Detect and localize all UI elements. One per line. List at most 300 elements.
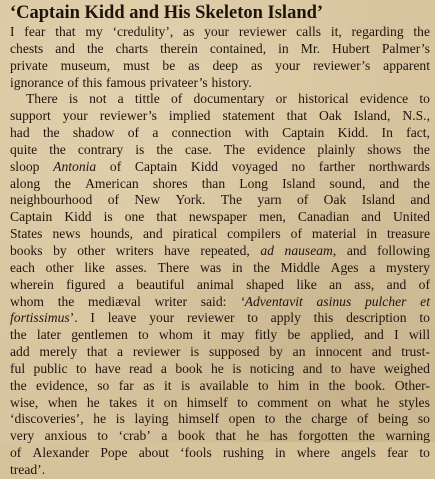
body-word: sound,	[329, 175, 366, 191]
body-word: yarn	[257, 192, 282, 208]
body-word: ful	[10, 360, 26, 376]
body-word: compilers	[227, 226, 281, 242]
body-word: book	[175, 360, 203, 376]
body-word: I	[10, 24, 15, 39]
body-word: him	[278, 377, 300, 393]
body-word: or	[275, 91, 287, 107]
body-word: reviewer’s	[99, 108, 157, 124]
body-word: ‘credulity’,	[112, 24, 174, 39]
body-word: to	[247, 310, 258, 326]
body-word: ’.	[69, 310, 78, 326]
body-word: a	[160, 360, 167, 376]
body-word: the	[413, 175, 430, 191]
body-word: quite	[10, 141, 38, 157]
body-word: ‘discoveries’,	[10, 411, 84, 427]
body-word: along	[10, 175, 41, 191]
body-word: the	[10, 327, 27, 343]
body-word: piratical	[172, 226, 218, 242]
body-word: N.S.,	[402, 108, 430, 124]
body-word: far	[118, 377, 134, 393]
body-word: reviewer	[186, 310, 235, 326]
body-word: States	[10, 226, 43, 242]
body-word: very	[10, 428, 35, 444]
body-word: takes	[109, 394, 138, 410]
body-word: and	[410, 192, 430, 208]
body-word: whom	[10, 293, 44, 309]
body-word: Pope	[100, 445, 128, 461]
body-word: The	[223, 141, 245, 157]
body-line	[10, 41, 430, 58]
body-word: of	[107, 192, 120, 208]
body-word: your	[275, 57, 301, 73]
body-word: Kidd	[64, 209, 92, 225]
body-word: Other-	[394, 377, 430, 393]
body-word: history.	[211, 74, 252, 90]
body-word: Captain	[10, 209, 53, 225]
body-word: to	[138, 327, 149, 343]
article-title: ‘Captain Kidd and His Skeleton Island’	[10, 3, 324, 23]
body-word: reviewer’s	[313, 57, 371, 73]
body-word: later	[36, 327, 61, 343]
body-word: et	[420, 293, 430, 309]
body-word: as	[143, 377, 155, 393]
body-word: Hubert	[332, 40, 370, 56]
body-line	[10, 462, 430, 479]
body-word: book.	[354, 377, 386, 393]
body-word	[10, 310, 78, 327]
body-word: York.	[175, 192, 206, 208]
body-line	[10, 24, 430, 41]
body-word: weighed	[383, 360, 430, 376]
body-word: to	[419, 310, 430, 326]
body-word: chests	[10, 40, 44, 56]
body-word: famous	[105, 74, 146, 90]
body-word: warning	[385, 428, 430, 444]
body-line	[10, 411, 430, 428]
body-line	[10, 192, 430, 209]
body-word: animal	[196, 276, 234, 292]
body-word: Oak	[323, 192, 347, 208]
body-word: tittle	[134, 91, 160, 107]
body-word: museum,	[60, 57, 111, 73]
body-word: must	[123, 57, 150, 73]
body-word: gentlemen	[71, 327, 128, 343]
body-word: so	[417, 411, 430, 427]
body-word: the	[413, 24, 430, 39]
body-word: the	[156, 141, 173, 157]
body-word: There	[26, 91, 58, 107]
body-word: innocent	[315, 344, 363, 360]
body-word: one	[124, 209, 145, 225]
body-word: treasure	[386, 226, 430, 242]
body-line	[10, 445, 430, 462]
body-word: a	[369, 259, 376, 275]
body-word: pulcher	[364, 293, 407, 309]
body-word: by	[53, 242, 67, 258]
body-word: is	[181, 377, 191, 393]
body-word: men,	[259, 209, 286, 225]
body-word: may	[220, 327, 245, 343]
body-word: to	[258, 377, 269, 393]
body-line	[10, 176, 430, 193]
body-word: case.	[185, 141, 212, 157]
body-word: what	[340, 394, 368, 410]
body-word: your	[149, 310, 175, 326]
body-word: the	[42, 125, 60, 141]
body-word: the	[86, 40, 104, 56]
body-word: be	[162, 57, 176, 73]
body-word: documentary	[193, 91, 265, 107]
body-word: other	[77, 242, 106, 258]
body-word: tread’.	[10, 461, 46, 477]
body-word: merely	[39, 344, 78, 360]
body-word: Island	[282, 175, 316, 191]
body-line	[10, 209, 430, 226]
body-word: charts	[115, 40, 149, 56]
body-word: that	[215, 428, 236, 444]
body-word	[285, 243, 337, 260]
body-word: is	[135, 141, 145, 157]
body-word: description	[346, 310, 407, 326]
body-word: hounds,	[90, 226, 134, 242]
body-word: a	[152, 125, 159, 141]
body-word: being	[377, 411, 409, 427]
body-word: styles	[398, 394, 430, 410]
body-word: this	[82, 74, 103, 90]
body-word: privateer’s	[149, 74, 208, 90]
body-line	[10, 327, 430, 344]
body-word: Palmer’s	[381, 40, 430, 56]
body-word: ad	[260, 242, 274, 258]
body-word: ,	[332, 242, 337, 258]
body-word: fortissimus	[10, 310, 70, 326]
body-word: and	[55, 40, 75, 56]
body-word: of	[170, 91, 183, 107]
body-word: ‘Adventavit	[240, 293, 303, 309]
body-word: of	[67, 74, 79, 90]
body-word: have	[164, 242, 190, 258]
body-word: ‘crab’	[118, 428, 151, 444]
body-word: ignorance	[10, 74, 64, 90]
body-word: is	[68, 91, 78, 107]
body-word: available	[199, 377, 249, 393]
body-word: statement	[222, 108, 275, 124]
body-word: the	[328, 377, 346, 393]
body-line	[10, 378, 430, 395]
body-word: Kidd	[190, 158, 219, 174]
body-word: rushing	[223, 445, 264, 461]
body-word: have	[94, 360, 121, 376]
body-word: private	[10, 57, 48, 73]
body-word: books	[10, 242, 43, 258]
body-word: asses.	[115, 259, 147, 275]
body-word: Canadian	[297, 209, 350, 225]
body-word: will	[408, 327, 430, 343]
body-word: figured	[66, 276, 106, 292]
body-word: supposed	[208, 344, 260, 360]
body-word: ‘fools	[180, 445, 212, 461]
body-word: the	[54, 175, 71, 191]
body-word: charge	[311, 411, 348, 427]
body-word: said:	[200, 293, 227, 309]
body-word: In	[381, 125, 393, 141]
body-word: applied,	[310, 327, 354, 343]
body-word: and	[361, 209, 381, 225]
body-word: it	[146, 394, 155, 410]
body-word: that	[286, 108, 308, 124]
body-word: fitly	[254, 327, 278, 343]
body-word: he	[210, 360, 224, 376]
body-word: himself	[186, 394, 228, 410]
body-word: it	[164, 377, 172, 393]
body-word: no	[291, 158, 306, 174]
body-word: and	[346, 242, 367, 258]
article-body	[10, 24, 430, 479]
body-word: and	[379, 175, 400, 191]
body-word: whom	[158, 327, 193, 343]
body-word: himself	[178, 411, 219, 427]
body-word: to	[97, 428, 108, 444]
body-word: read	[129, 360, 153, 376]
body-word: than	[201, 175, 226, 191]
body-word: evidence	[359, 91, 409, 107]
body-line	[10, 91, 430, 108]
body-word: support	[10, 108, 51, 124]
body-word: fear	[24, 24, 46, 39]
body-word: regarding	[351, 24, 404, 39]
body-word: shadow	[72, 125, 115, 141]
body-word: apparent	[383, 57, 430, 73]
body-word: as	[251, 57, 263, 73]
body-word: in	[274, 445, 286, 461]
body-word: plainly	[317, 141, 356, 157]
body-word: wherein	[10, 276, 54, 292]
body-word: contained,	[209, 40, 267, 56]
body-word: so	[97, 377, 110, 393]
body-word: with	[244, 125, 269, 141]
body-word: is	[103, 209, 113, 225]
body-line	[10, 428, 430, 445]
body-word: contrary	[77, 141, 124, 157]
body-word: United	[392, 209, 430, 225]
body-word: public	[33, 360, 68, 376]
body-word: Ages	[330, 259, 359, 275]
body-word: in	[278, 40, 289, 56]
body-word: laying	[134, 411, 169, 427]
body-word: was	[200, 259, 222, 275]
body-word: have	[349, 360, 376, 376]
body-word: like	[84, 259, 105, 275]
body-word: in	[231, 259, 243, 275]
body-word: beautiful	[136, 276, 185, 292]
body-word: each	[10, 259, 35, 275]
body-word: shores	[152, 175, 188, 191]
body-word: connection	[171, 125, 232, 141]
body-word: to	[419, 91, 430, 107]
body-word: fact,	[406, 125, 430, 141]
body-word: therein	[160, 40, 198, 56]
body-word: he	[246, 428, 260, 444]
body-line	[10, 344, 430, 361]
body-word: the	[253, 259, 270, 275]
body-word: fear	[387, 445, 409, 461]
body-word: of	[418, 276, 430, 292]
body-line	[10, 125, 430, 142]
body-word: it	[203, 327, 211, 343]
body-word: is	[115, 411, 125, 427]
body-word: like	[296, 276, 317, 292]
body-line	[10, 395, 430, 412]
body-word: neighbourhood	[10, 192, 93, 208]
body-word: had	[10, 125, 30, 141]
body-word: book	[177, 428, 206, 444]
body-word: Captain	[282, 125, 325, 141]
body-word: other	[45, 259, 74, 275]
body-word: and	[142, 226, 163, 242]
body-word: it,	[330, 24, 342, 39]
body-line	[10, 310, 430, 327]
body-word: when	[47, 394, 78, 410]
body-word: shaped	[246, 276, 284, 292]
body-word: Alexander	[32, 445, 90, 461]
body-word: writer	[154, 293, 188, 309]
body-word: Long	[239, 175, 268, 191]
body-word: the	[57, 293, 75, 309]
body-word: is	[190, 344, 200, 360]
body-word: leave	[107, 310, 137, 326]
body-word: evidence,	[36, 377, 88, 393]
body-word: mediæval	[88, 293, 141, 309]
body-word: I	[90, 310, 95, 326]
body-line	[10, 361, 430, 378]
body-word: the	[285, 411, 302, 427]
body-word: is	[232, 360, 242, 376]
body-word: Oak	[319, 108, 342, 124]
body-word: he	[93, 411, 107, 427]
body-word: Mr.	[300, 40, 321, 56]
body-word: newspaper	[188, 209, 247, 225]
body-word: to	[419, 445, 430, 461]
body-word: of	[290, 226, 302, 242]
body-word: to	[264, 411, 276, 427]
body-word: shows	[367, 141, 402, 157]
body-word: to	[330, 360, 342, 376]
body-word: Island,	[353, 108, 391, 124]
body-word: material	[311, 226, 357, 242]
body-word: ass,	[354, 276, 375, 292]
body-word: mystery	[386, 259, 430, 275]
body-word: historical	[298, 91, 349, 107]
body-line	[10, 243, 430, 260]
body-word: calls	[296, 24, 322, 39]
body-word: in	[308, 377, 320, 393]
body-word: anxious	[44, 428, 87, 444]
body-word: Island	[361, 192, 395, 208]
body-line	[10, 277, 430, 294]
body-word: sloop	[10, 158, 40, 174]
body-word: a	[117, 344, 124, 360]
body-word: forgotten	[298, 428, 348, 444]
body-word: of	[10, 445, 22, 461]
body-word: he	[376, 394, 390, 410]
body-word: an	[329, 276, 342, 292]
body-word: noticing	[249, 360, 295, 376]
body-line	[10, 58, 430, 75]
body-word: a	[161, 428, 168, 444]
body-word: the	[413, 141, 430, 157]
body-word: an	[292, 344, 306, 360]
body-word: Middle	[280, 259, 320, 275]
body-word: and	[386, 276, 407, 292]
body-word: he	[86, 394, 100, 410]
body-word: that	[156, 209, 177, 225]
body-word: news	[52, 226, 81, 242]
body-word: as	[183, 24, 195, 39]
body-word: and	[364, 327, 384, 343]
body-word: the	[358, 428, 375, 444]
body-word: voyaged	[231, 158, 278, 174]
body-word: implied	[168, 108, 211, 124]
body-word: farther	[318, 158, 356, 174]
body-word: the	[49, 141, 66, 157]
body-word: wise,	[10, 394, 39, 410]
body-word: and	[302, 360, 323, 376]
body-word: Kidd.	[337, 125, 369, 141]
body-word: deep	[212, 57, 239, 73]
body-word: to	[237, 394, 248, 410]
body-word: I	[394, 327, 399, 343]
body-word: reviewer	[238, 24, 287, 39]
body-line	[10, 226, 430, 243]
body-word: following	[377, 242, 430, 258]
body-word: comment	[257, 394, 308, 410]
body-word: in	[366, 226, 377, 242]
body-line	[10, 159, 430, 176]
body-word: that	[86, 344, 108, 360]
body-word: trust-	[401, 344, 430, 360]
body-word: reviewer	[132, 344, 181, 360]
body-line	[10, 108, 430, 125]
body-line	[10, 142, 430, 159]
body-line	[10, 260, 430, 277]
body-word: of	[356, 411, 369, 427]
body-line	[10, 75, 430, 92]
body-word: where	[296, 445, 330, 461]
body-word: as	[188, 57, 200, 73]
body-word: your	[204, 24, 230, 39]
body-word: has	[269, 428, 288, 444]
body-word: evidence	[257, 141, 306, 157]
body-word: be	[287, 327, 301, 343]
body-word: open	[228, 411, 256, 427]
body-word: apply	[270, 310, 301, 326]
body-word: Captain	[134, 158, 178, 174]
body-word: not	[89, 91, 107, 107]
body-word: on	[317, 394, 332, 410]
body-word: by	[269, 344, 283, 360]
body-word: asinus	[316, 293, 352, 309]
body-word: a	[117, 276, 124, 292]
body-word: your	[62, 108, 88, 124]
body-word: the	[10, 377, 27, 393]
body-word: There	[157, 259, 190, 275]
body-word: northwards	[368, 158, 430, 174]
body-word: a	[117, 91, 124, 107]
body-word: New	[134, 192, 161, 208]
body-word: add	[10, 344, 30, 360]
body-line	[10, 294, 430, 311]
body-word: on	[163, 394, 178, 410]
